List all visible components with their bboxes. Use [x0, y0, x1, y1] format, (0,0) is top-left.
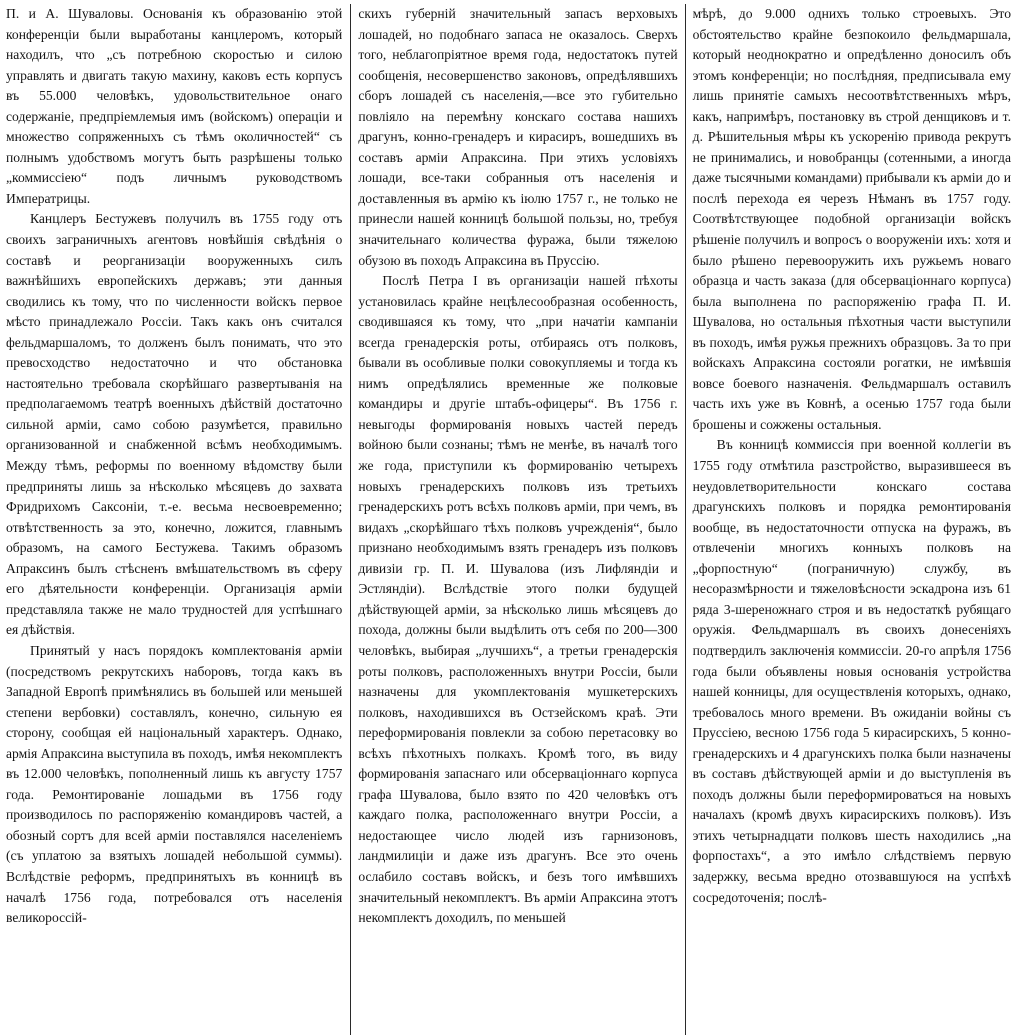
paragraph: Въ конницѣ коммиссія при военной коллегіи въ 1755 году отмѣтила разстройство, выразившееся въ неудовлетворительности конскаго состава драгунскихъ полковъ и порядка ремонтированія вообще, въ недостаточности отпуска на фуражъ, въ отвлеченіи многихъ конныхъ полковъ на „форпостную“ (пограничную) службу, въ несоразмѣрности и тяжеловѣсности эскадрона изъ 61 ряда 3-шереножнаго строя и въ недостаткѣ рубящаго оружія. Фельдмаршалъ въ своихъ донесеніяхъ подтвердилъ заключенія коммиссіи. 20-го апрѣля 1756 года были объявлены новыя основанія устройства нашей конницы, для осуществленія которыхъ, однако, требовалось много времени. Въ ожиданіи войны съ Пруссіею, весною 1756 года 5 кирасирскихъ, 5 конно-гренадерскихъ и 4 драгунскихъ полка были назначены въ составъ дѣйствующей арміи и до выступленія въ походъ должны были переформироваться на новыхъ началахъ (кромѣ двухъ кирасирскихъ полковъ). Изъ этихъ четырнадцати полковъ шесть находились „на форпостахъ“, а это имѣло слѣдствіемъ первую задержку, весьма вредно отозвавшуюся на успѣхѣ сосредоточенія; послѣ-: [692, 437, 1011, 905]
paragraph: мѣрѣ, до 9.000 однихъ только строевыхъ. Это обстоятельство крайне безпокоило фельдмаршала, который неоднократно и опредѣленно доносилъ объ этомъ конференціи; но послѣдняя, предписывала ему лишь принятіе самыхъ несоотвѣтственныхъ мѣръ, какъ, напримѣръ, постановку въ строй денщиковъ и т. д. Рѣшительныя мѣры къ ускоренію привода рекрутъ не принимались, и новобранцы (сотенными, а иногда даже тысячными командами) прибывали къ арміи до и послѣ перехода ея черезъ Нѣманъ въ 1757 году. Соотвѣтствующее подобной организаціи войскъ рѣшеніе получилъ и вопросъ о вооруженіи ихъ: хотя и было рѣшено перевооружить ихъ ружьемъ новаго образца и часть заказа (для обсерваціоннаго корпуса) была выполнена по распоряженію графа П. И. Шувалова, но остальныя пѣхотныя части выступили въ походъ, имѣя ружья прежнихъ образцовъ. За то при войскахъ Апраксина состояли рогатки, не имѣвшія вовсе боевого назначенія. Фельдмаршалъ оставилъ часть ихъ уже въ Ковнѣ, а осенью 1757 года были брошены и сожжены остальныя.: [692, 6, 1011, 432]
paragraph: Принятый у насъ порядокъ комплектованія арміи (посредствомъ рекрутскихъ наборовъ, тогда какъ въ Западной Европѣ примѣнялись въ большей или меньшей степени вербовки) составлялъ, конечно, сильную ея сторону, сообщая ей національный характеръ. Однако, армія Апраксина выступила въ походъ, имѣя некомплектъ въ 12.000 человѣкъ, пополненный лишь къ августу 1757 года. Ремонтированіе лошадьми въ 1756 году производилось по распоряженію командировъ частей, а обозный сортъ для всей арміи поставлялся населеніемъ (съ уплатою за взятыхъ лошадей небольшой суммы). Вслѣдствіе реформъ, предпринятыхъ въ конницѣ въ началѣ 1756 года, потребовался отъ населенія великороссій-: [6, 642, 343, 926]
paragraph: Послѣ Петра I въ организаціи нашей пѣхоты установилась крайне нецѣлесообразная особенность, сводившаяся къ тому, что „при начатіи кампаніи всегда гренадерскія роты, отбираясь отъ полковъ, бывали въ особливые полки совокупляемы и тогда къ нимъ опредѣлялись временные же полковые командиры и другіе штабъ-офицеры“. Въ 1756 г. невыгоды формированія новыхъ частей передъ войною были сознаны; тѣмъ не менѣе, въ началѣ того же года, приступили къ формированію четырехъ новыхъ гренадерскихъ полковъ изъ третьихъ гренадерскихъ ротъ всѣхъ полковъ арміи, при чемъ, въ видахъ „скорѣйшаго тѣхъ полковъ учрежденія“, было признано необходимымъ взять гренадеръ изъ полковъ дивизіи гр. П. И. Шувалова (изъ Лифляндіи и Эстляндіи). Вслѣдствіе этого полки будущей дѣйствующей арміи, за нѣсколько лишь мѣсяцевъ до похода, должны были выдѣлить отъ себя по 200—300 человѣкъ, выбирая „лучшихъ“, а третьи гренадерскія роты полковъ, расположенныхъ внутри Россіи, были назначены для укомплектованія мушкетерскихъ полковъ, находившихся въ Остзейскомъ краѣ. Эти переформированія повлекли за собою перетасовку во всѣхъ пѣхотныхъ полкахъ. Кромѣ того, въ виду формированія запаснаго или обсерваціоннаго корпуса графа Шувалова, было взято по 420 человѣкъ отъ каждаго полка, расположеннаго внутри Россіи, а недостающее число людей изъ гарнизоновъ, ландмилиціи и даже изъ драгунъ. Все это очень ослабило составъ войскъ, и безъ того имѣвшихъ значительный некомплектъ. Въ арміи Апраксина этотъ некомплектъ доходилъ, по меньшей: [358, 273, 678, 926]
paragraph: Канцлеръ Бестужевъ получилъ въ 1755 году отъ своихъ заграничныхъ агентовъ новѣйшія свѣдѣнія о составѣ и реорганизаціи вооруженныхъ силъ важнѣйшихъ европейскихъ державъ; эти данныя сводились къ тому, что по численности войскъ первое мѣсто принадлежало Россіи. Такъ какъ онъ считался фельдмаршаломъ, то долженъ былъ понимать, что это превосходство недостаточно и что обстановка настоятельно требовала скорѣйшаго развертыванія на предполагаемомъ театрѣ военныхъ дѣйствій достаточно сильной арміи, само собою разумѣется, правильно организованной и снабженной всѣмъ необходимымъ. Между тѣмъ, реформы по военному вѣдомству были предприняты лишь за нѣсколько мѣсяцевъ до захвата Фридрихомъ Саксоніи, т.-е. весьма несвоевременно; отвѣтственность за это, конечно, ложится, главнымъ образомъ, на самого Бестужева. Такимъ образомъ Апраксинъ былъ стѣсненъ вмѣшательствомъ въ сферу его дѣятельности конференціи. Организація арміи представляла также не мало трудностей для успѣшнаго ея дѣйствія.: [6, 211, 343, 638]
text-column-2: [351, 4, 684, 1035]
text-column-3: [686, 4, 1013, 1035]
paragraph: скихъ губерній значительный запасъ верховыхъ лошадей, но подобнаго запаса не оказалось. Сверхъ того, неблагопріятное время года, недостатокъ путей сообщенія, несовершенство законовъ, опредѣлявшихъ сборъ лошадей съ населенія,—все это губительно повліяло на перемѣну конскаго состава нашихъ драгунъ, конно-гренадеръ и кирасиръ, вошедшихъ въ составъ арміи Апраксина. При этихъ условіяхъ лошади, все-таки собранныя отъ населенія и доставленныя въ армію къ іюлю 1757 г., не только не принесли нашей конницѣ большой пользы, но, требуя значительнаго количества фуража, были тяжелою обузою въ походъ Апраксина въ Пруссію.: [358, 6, 678, 268]
paragraph: П. и А. Шуваловы. Основанія къ образованію этой конференціи были выработаны канцлеромъ, который находилъ, что „съ потребною скоростью и силою управлять и двигать такую махину, каковъ есть корпусъ въ 55.000 человѣкъ, удовольствительное онаго содержаніе, предпріемлемыя имъ (войскомъ) операціи и множество сопряженныхъ съ тѣмъ околичностей“ съ полнымъ удобствомъ могутъ быть разрѣшены только „коммиссіею“ подъ личнымъ руководствомъ Императрицы.: [6, 6, 343, 206]
text-column-1: [2, 4, 350, 1035]
